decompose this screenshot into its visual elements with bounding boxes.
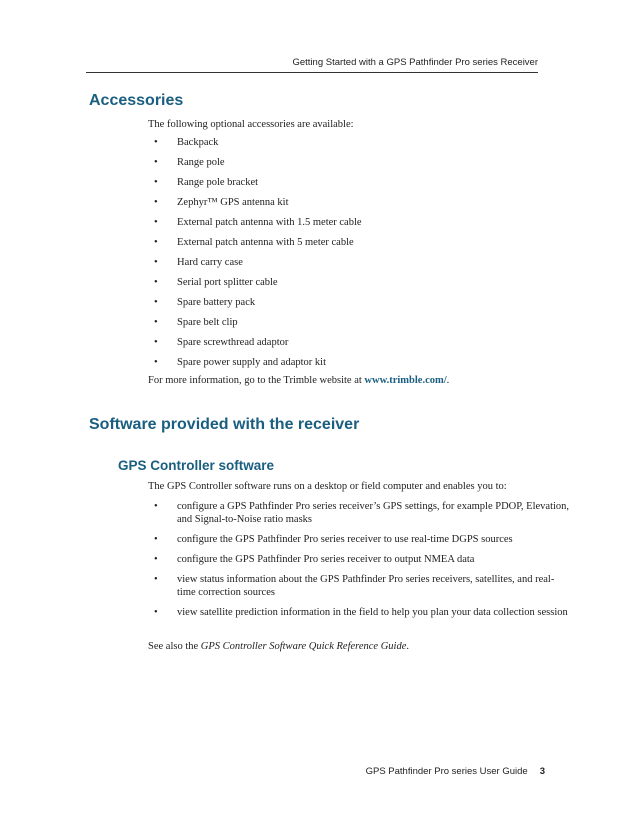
bullet-icon: • — [154, 197, 158, 208]
running-header: Getting Started with a GPS Pathfinder Pro series Receiver — [292, 57, 538, 68]
see-also-paragraph: See also the GPS Controller Software Quick Reference Guide. — [148, 641, 409, 652]
bullet-icon: • — [154, 137, 158, 148]
list-item: • Hard carry case — [154, 257, 243, 268]
software-intro: The GPS Controller software runs on a desktop or field computer and enables you to: — [148, 481, 507, 492]
list-item: • Zephyr™ GPS antenna kit — [154, 197, 289, 208]
accessories-intro: The following optional accessories are available: — [148, 119, 354, 130]
bullet-icon: • — [154, 607, 158, 618]
list-item: • Range pole — [154, 157, 225, 168]
page-footer — [366, 766, 545, 777]
footer-guide-title: GPS Pathfinder Pro series User Guide — [365, 766, 528, 777]
more-info-paragraph: For more information, go to the Trimble website at www.trimble.com/. — [148, 375, 450, 386]
list-item: • Spare belt clip — [154, 317, 238, 328]
list-item: • view status information about the GPS Pathfinder Pro series receivers, satellites, and real-time correction sources — [154, 574, 555, 598]
list-item: • Spare screwthread adaptor — [154, 337, 289, 348]
list-item: • configure the GPS Pathfinder Pro series receiver to use real-time DGPS sources — [154, 534, 513, 545]
list-item: • External patch antenna with 5 meter cable — [154, 237, 354, 248]
accessories-heading: Accessories — [89, 92, 184, 109]
bullet-icon: • — [154, 574, 158, 585]
software-heading: Software provided with the receiver — [89, 416, 360, 433]
trimble-website-link[interactable]: www.trimble.com/ — [364, 375, 447, 386]
gps-controller-subheading: GPS Controller software — [118, 458, 275, 473]
reference-guide-title: GPS Controller Software Quick Reference Guide — [200, 641, 407, 652]
bullet-icon: • — [154, 257, 158, 268]
header-rule — [86, 72, 538, 73]
bullet-icon: • — [154, 534, 158, 545]
list-item: • Range pole bracket — [154, 177, 259, 188]
list-item: • Backpack — [154, 137, 219, 148]
bullet-icon: • — [154, 237, 158, 248]
page-number: 3 — [539, 766, 545, 777]
bullet-icon: • — [154, 554, 158, 565]
bullet-icon: • — [154, 501, 158, 512]
bullet-icon: • — [154, 177, 158, 188]
list-item: • External patch antenna with 1.5 meter cable — [154, 217, 362, 228]
list-item: • Spare battery pack — [154, 297, 256, 308]
bullet-icon: • — [154, 157, 158, 168]
accessories-list — [148, 136, 572, 376]
bullet-icon: • — [154, 297, 158, 308]
list-item: • Spare power supply and adaptor kit — [154, 357, 327, 368]
bullet-icon: • — [154, 337, 158, 348]
bullet-icon: • — [154, 217, 158, 228]
bullet-icon: • — [154, 317, 158, 328]
bullet-icon: • — [154, 277, 158, 288]
list-item: • view satellite prediction information in the field to help you plan your data collection session — [154, 607, 568, 618]
list-item: • Serial port splitter cable — [154, 277, 278, 288]
list-item: • configure a GPS Pathfinder Pro series receiver’s GPS settings, for example PDOP, Elevation, and Signal-to-Noise ratio masks — [154, 501, 570, 525]
bullet-icon: • — [154, 357, 158, 368]
software-capabilities-list — [148, 500, 572, 626]
list-item: • configure the GPS Pathfinder Pro series receiver to output NMEA data — [154, 554, 475, 565]
